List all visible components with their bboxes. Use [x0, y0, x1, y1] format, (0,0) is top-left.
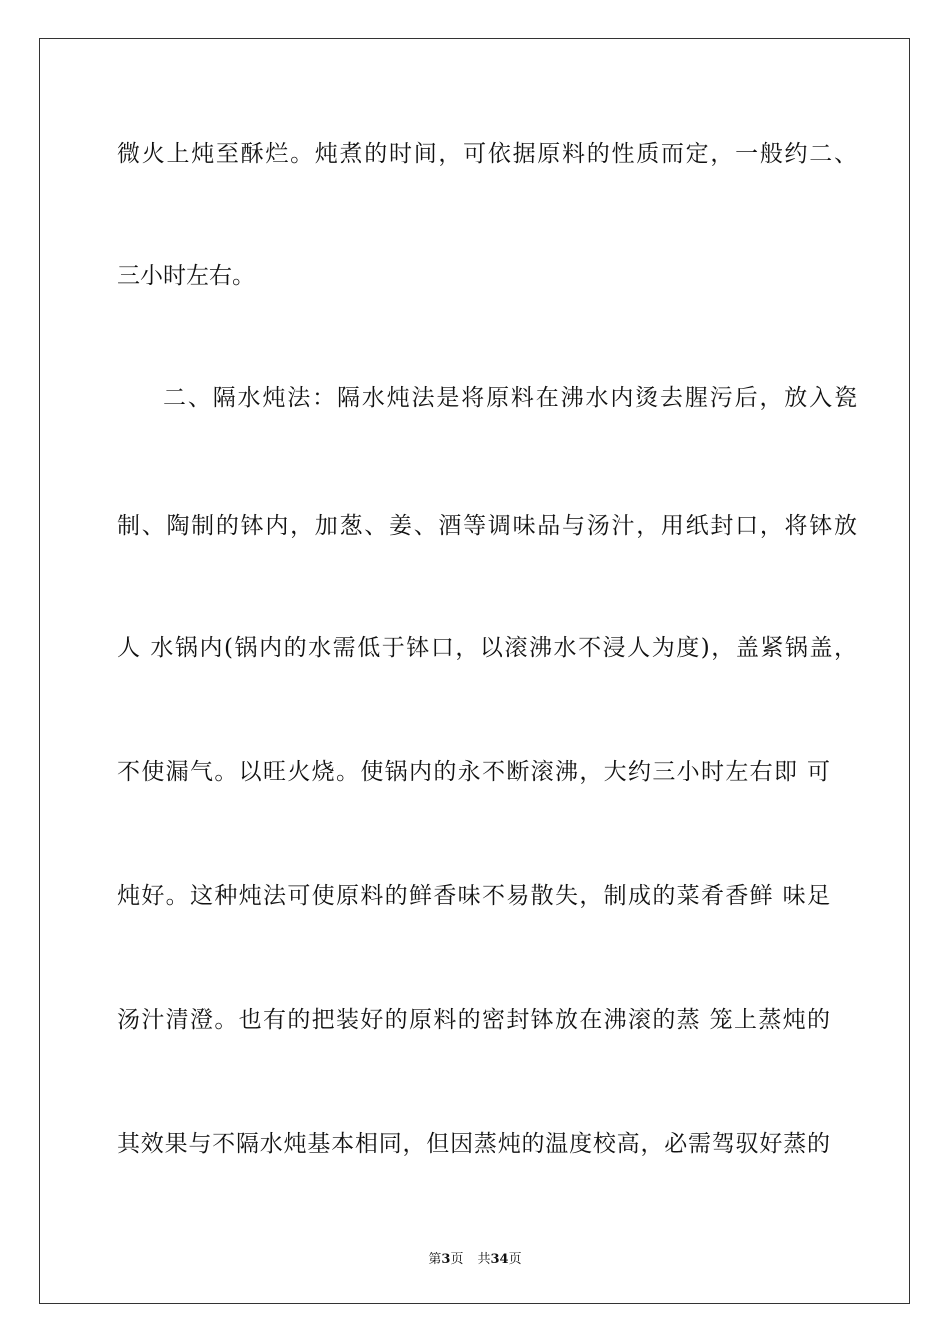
text-line-1: 微火上炖至酥烂。炖煮的时间，可依据原料的性质而定，一般约二、 [117, 141, 857, 167]
footer-page-suffix: 页 [450, 1252, 464, 1267]
footer-page-prefix: 第 [428, 1252, 442, 1267]
text-line-8: 汤汁清澄。也有的把装好的原料的密封钵放在沸滚的蒸 笼上蒸炖的 [117, 1007, 830, 1033]
text-line-7: 炖好。这种炖法可使原料的鲜香味不易散失，制成的菜肴香鲜 味足 [117, 883, 830, 909]
text-line-6: 不使漏气。以旺火烧。使锅内的永不断滚沸，大约三小时左右即 可 [117, 759, 830, 785]
text-line-9: 其效果与不隔水炖基本相同，但因蒸炖的温度校高，必需驾驭好蒸的 [117, 1131, 830, 1157]
text-line-5: 人 水锅内(锅内的水需低于钵口，以滚沸水不浸人为度)，盖紧锅盖， [117, 635, 857, 661]
footer-total-suffix: 页 [508, 1252, 522, 1267]
text-line-4: 制、陶制的钵内，加葱、姜、酒等调味品与汤汁，用纸封口，将钵放 [117, 513, 857, 539]
text-line-2: 三小时左右。 [117, 263, 255, 289]
page-footer [0, 1248, 950, 1267]
text-line-3: 二、隔水炖法：隔水炖法是将原料在沸水内烫去腥污后，放入瓷 [163, 385, 857, 411]
footer-page-number: 3 [441, 1252, 451, 1267]
page-border [39, 38, 910, 1304]
footer-total-prefix: 共 [477, 1252, 491, 1267]
footer-total-pages: 34 [490, 1252, 509, 1267]
